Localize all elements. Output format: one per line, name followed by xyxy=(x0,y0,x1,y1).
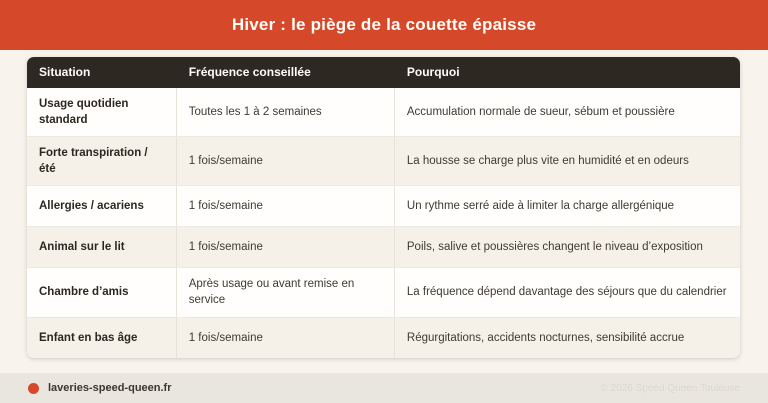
table-row xyxy=(27,185,740,226)
table-row xyxy=(27,226,740,267)
column-header-situation: Situation xyxy=(39,65,91,80)
column-header-reason: Pourquoi xyxy=(406,65,460,80)
cell-situation: Usage quotidien standard xyxy=(27,88,177,136)
cell-frequency: 1 fois/semaine xyxy=(177,137,395,185)
copyright-text: © 2026 Speed Queen Toulouse xyxy=(600,382,740,394)
cell-reason: Poils, salive et poussières changent le niveau d’exposition xyxy=(406,241,703,254)
cell-situation: Animal sur le lit xyxy=(27,227,177,267)
table-header-row xyxy=(27,57,740,88)
page-title: Hiver : le piège de la couette épaisse xyxy=(231,15,537,34)
cell-frequency: 1 fois/semaine xyxy=(177,186,395,226)
cell-reason: Un rythme serré aide à limiter la charge allergénique xyxy=(406,200,675,213)
column-header-frequency: Fréquence conseillée xyxy=(188,65,311,80)
footer-bar xyxy=(0,373,768,403)
cell-reason: La housse se charge plus vite en humidité et en odeurs xyxy=(406,155,689,168)
cell-reason: Accumulation normale de sueur, sébum et poussière xyxy=(406,106,675,119)
cell-situation: Forte transpiration / été xyxy=(27,137,177,185)
cell-frequency: 1 fois/semaine xyxy=(177,318,395,358)
frequency-table xyxy=(27,57,740,358)
table-row xyxy=(27,317,740,358)
cell-frequency: Toutes les 1 à 2 semaines xyxy=(177,88,395,136)
cell-reason: La fréquence dépend davantage des séjours que du calendrier xyxy=(406,286,727,299)
table-row xyxy=(27,267,740,316)
site-url: laveries-speed-queen.fr xyxy=(48,382,172,394)
cell-situation: Enfant en bas âge xyxy=(27,318,177,358)
cell-situation: Allergies / acariens xyxy=(27,186,177,226)
cell-frequency: Après usage ou avant remise en service xyxy=(177,268,395,316)
cell-reason: Régurgitations, accidents nocturnes, sensibilité accrue xyxy=(406,331,685,344)
title-banner xyxy=(0,0,768,50)
table-row xyxy=(27,88,740,136)
brand-dot-icon xyxy=(28,383,39,394)
table-row xyxy=(27,136,740,185)
cell-situation: Chambre d’amis xyxy=(27,268,177,316)
cell-frequency: 1 fois/semaine xyxy=(177,227,395,267)
table-body xyxy=(27,88,740,358)
